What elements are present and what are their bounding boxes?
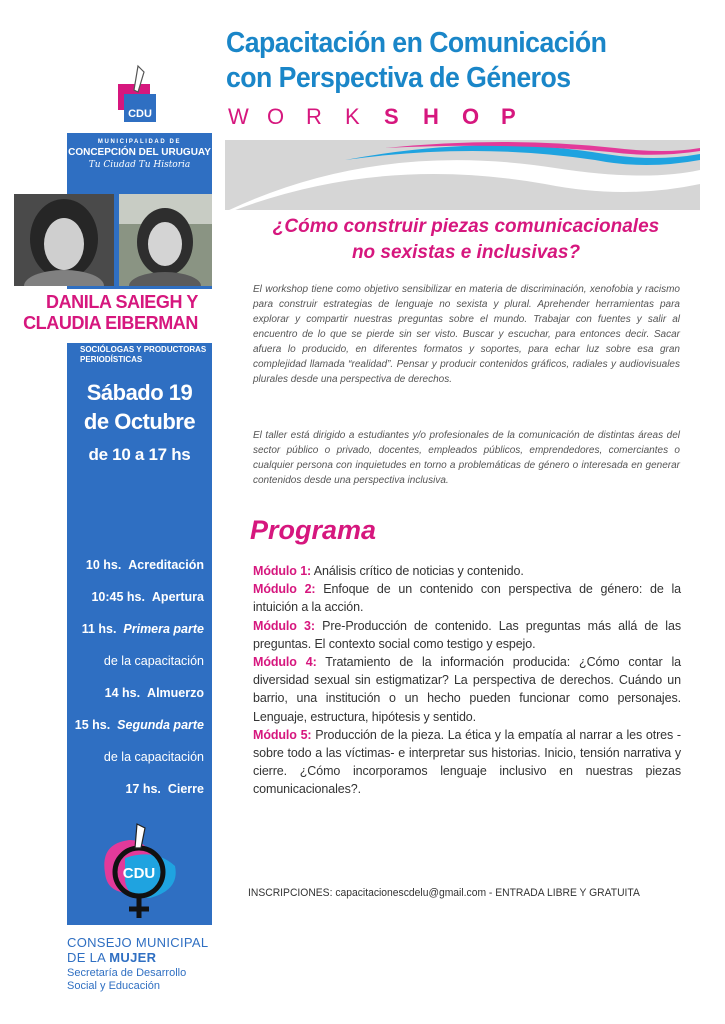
schedule-time: 14 hs. <box>104 686 141 700</box>
module-item <box>253 653 681 726</box>
workshop-label <box>228 104 540 130</box>
schedule-time: 17 hs. <box>125 782 161 796</box>
module-item <box>253 726 681 799</box>
municipality-block <box>67 139 212 170</box>
swoosh-decoration <box>225 140 700 210</box>
module-text: Tratamiento de la información producida: ¿Cómo contar la diversidad sexual sin estigmatizar? La perspectiva de derechos. Cuándo un barrio, una institución o un hecho pueden funcionar como personajes. Lenguaje, estructura, hipótesis y sentido. <box>253 655 681 724</box>
workshop-letter: W <box>228 104 249 129</box>
schedule-row <box>67 621 204 653</box>
main-question <box>226 214 706 266</box>
schedule-time: 10 hs. <box>85 558 122 572</box>
modules-list <box>253 562 681 799</box>
module-item <box>253 580 681 616</box>
schedule-row <box>67 589 204 621</box>
schedule-row <box>67 717 204 749</box>
grey-banner <box>225 140 700 210</box>
module-label: Módulo 2: <box>253 582 316 597</box>
title-line-2: con Perspectiva de Géneros <box>226 62 571 94</box>
question-line-1: ¿Cómo construir piezas comunicacionales <box>272 216 660 237</box>
cdu-logo-text: CDU <box>128 108 152 120</box>
workshop-letter: S <box>384 104 399 129</box>
schedule-label: Segunda parte <box>117 718 204 732</box>
portrait-image <box>14 194 114 286</box>
schedule-row <box>67 557 204 589</box>
schedule-row <box>67 685 204 717</box>
schedule-time: 10:45 hs. <box>91 590 145 604</box>
module-label: Módulo 4: <box>253 655 317 670</box>
schedule-time: 15 hs. <box>74 718 111 732</box>
consejo-line-3: Secretaría de Desarrollo <box>67 967 187 979</box>
speaker-name-2: CLAUDIA EIBERMAN <box>23 313 198 333</box>
schedule-label: Cierre <box>167 782 204 796</box>
speaker-name-1: DANILA SAIEGH Y <box>45 292 198 312</box>
module-label: Módulo 5: <box>253 727 312 742</box>
speaker-photo-2 <box>119 194 212 286</box>
schedule-label: Apertura <box>151 590 204 604</box>
role-line-2: PERIODÍSTICAS <box>80 355 143 364</box>
module-text: Análisis crítico de noticias y contenido. <box>311 564 524 578</box>
consejo-line-2 <box>67 950 237 965</box>
speaker-photo-1 <box>14 194 114 286</box>
event-title <box>226 26 668 96</box>
schedule-row <box>67 781 204 813</box>
module-text: Producción de la pieza. La ética y la empatía al narrar a les otres -sobre todo a las víctimas- e interpretar sus historias. Inicio, tensión narrativa y cierre. ¿Cómo incorporamos lenguaje inclusivo en nuestras piezas comunicacionales?. <box>253 727 681 797</box>
consejo-line-2a: DE LA <box>67 950 110 965</box>
role-line-1: SOCIÓLOGAS Y PRODUCTORAS <box>80 345 207 354</box>
consejo-logo <box>95 818 185 923</box>
speaker-names <box>0 292 212 334</box>
workshop-letter: P <box>501 104 516 129</box>
consejo-logo-text: CDU <box>122 865 156 882</box>
question-line-2: no sexistas e inclusivas? <box>351 242 581 263</box>
schedule-label: de la capacitación <box>103 654 204 668</box>
consejo-line-1: CONSEJO MUNICIPAL <box>67 935 209 950</box>
module-item <box>253 617 681 653</box>
municipality-line-1: MUNICIPALIDAD DE <box>97 139 182 145</box>
workshop-letter: O <box>462 104 480 129</box>
audience-paragraph: El taller está dirigido a estudiantes y/o profesionales de la comunicación de distintas áreas del sector público o privado, docentes, empleados públicos, emprendedores, comerciantes o cualquier persona con inquietudes en torno a problemáticas de género o interesada en generar contenidos desde una perspectiva inclusiva. <box>253 430 680 486</box>
schedule-list <box>67 557 204 813</box>
consejo-line-4: Social y Educación <box>67 980 160 992</box>
event-hours: de 10 a 17 hs <box>88 445 191 464</box>
workshop-letter: O <box>267 104 285 129</box>
workshop-letter: H <box>423 104 439 129</box>
module-label: Módulo 1: <box>253 564 312 578</box>
schedule-row <box>67 749 204 781</box>
consejo-block <box>67 935 237 993</box>
schedule-label: Almuerzo <box>147 686 204 700</box>
workshop-letter: K <box>345 104 360 129</box>
date-line-2: de Octubre <box>83 409 196 434</box>
title-line-1: Capacitación en Comunicación <box>226 27 607 59</box>
schedule-label: de la capacitación <box>103 750 204 764</box>
schedule-label: Primera parte <box>123 622 204 636</box>
module-label: Módulo 3: <box>253 618 315 633</box>
schedule-label: Acreditación <box>128 558 204 572</box>
workshop-letter: R <box>306 104 322 129</box>
module-item <box>253 562 681 580</box>
date-line-1: Sábado 19 <box>86 380 193 405</box>
speaker-roles <box>80 345 210 365</box>
municipality-line-2: CONCEPCIÓN DEL URUGUAY <box>68 147 211 158</box>
intro-paragraph: El workshop tiene como objetivo sensibilizar en materia de discriminación, xenofobia y racismo para construir estrategias de lenguaje no sexista y plural. Aprehender herramientas para explorar y compartir nuestras preguntas sobre el mundo. Trabajar con fuentes y salir al encuentro de lo que se pierde sin ser visto. Buscar y escuchar, para entonces decir. Sacar afuera lo producido, en diferentes formatos y soportes, para echar luz sobre esa gran complejidad llamada “realidad”. Pensar y producir contenidos gráficos, radiales y audiovisuales plurales desde una perspectiva de derechos. <box>253 284 680 385</box>
municipality-tagline: Tu Ciudad Tu Historia <box>88 160 191 170</box>
cdu-logo-top <box>108 62 160 132</box>
registration-info: INSCRIPCIONES: capacitacionescdelu@gmail.com - ENTRADA LIBRE Y GRATUITA <box>248 887 640 899</box>
schedule-row <box>67 653 204 685</box>
schedule-time: 11 hs. <box>81 622 117 636</box>
consejo-line-2b: MUJER <box>109 950 157 965</box>
module-text: Pre-Producción de contenido. Las preguntas más allá de las preguntas. El contexto social como testigo y espejo. <box>253 618 681 651</box>
event-date <box>67 378 212 436</box>
portrait-image <box>119 194 212 286</box>
module-text: Enfoque de un contenido con perspectiva de género: de la intuición a la acción. <box>253 582 681 615</box>
programa-heading: Programa <box>250 515 377 545</box>
